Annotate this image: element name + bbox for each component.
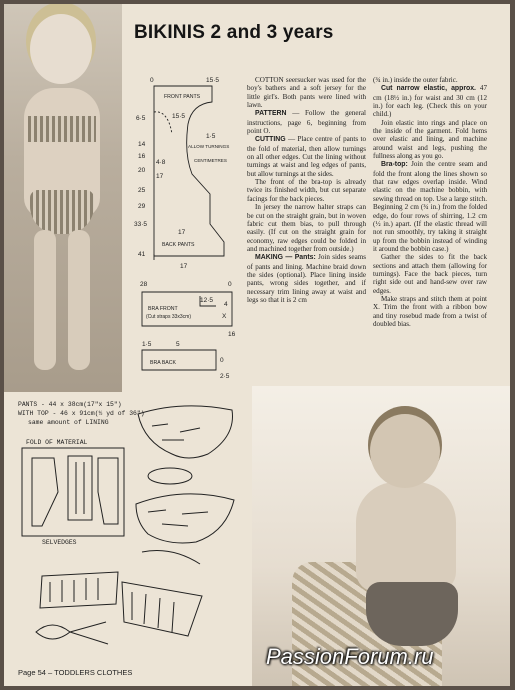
material-line-lining: same amount of LINING: [28, 419, 109, 426]
pattern-mark: 14: [138, 141, 146, 148]
pattern-inner-mark: 17: [156, 173, 164, 180]
pattern-heading: PATTERN: [255, 110, 287, 118]
material-line-pants: PANTS - 44 x 38cm(17"x 15"): [18, 401, 122, 408]
continued-paragraph: (¾ in.) inside the outer fabric.: [373, 76, 458, 84]
watermark: PassionForum.ru: [266, 644, 434, 669]
bra-top-heading: Bra-top:: [381, 161, 408, 169]
bra-back-mark: 2·5: [220, 373, 230, 380]
bra-mark-x: X: [222, 313, 227, 320]
bra-back-label: BRA BACK: [150, 360, 176, 366]
front-pants-label: FRONT PANTS: [164, 94, 201, 100]
bra-mark: 0: [228, 281, 232, 288]
bra-front-paragraph: The front of the bra-top is already twice its finished width, but cut separate facings for the back pieces.: [247, 178, 366, 203]
bra-back-mark: 0: [220, 357, 224, 364]
pattern-inner-mark: 1·5: [206, 133, 216, 140]
bra-mark: 16: [228, 331, 236, 338]
pattern-mark-top-right: 15·5: [206, 77, 220, 84]
pattern-mark: 41: [138, 251, 146, 258]
photo-boy-in-basket: [252, 386, 510, 686]
material-line-top: WITH TOP - 46 x 91cm(½ yd of 36"): [18, 410, 145, 417]
pattern-diagram: [132, 74, 240, 392]
bra-back-mark: 5: [176, 341, 180, 348]
selvedges-label: SELVEDGES: [42, 539, 77, 546]
pattern-bottom-mark: 17: [180, 263, 188, 270]
pattern-mark: 33·5: [134, 221, 148, 228]
front-measure: 15·5: [172, 113, 186, 120]
photo-girl-in-bikini: [4, 4, 122, 392]
bra-mark: 4: [224, 301, 228, 308]
instructions-column-right: (¾ in.) inside the outer fabric. Cut narrow elastic, approx. 47 cm (18½ in.) for waist and 30 cm (12 in.) for each leg. (Check this on your child.) Join elastic into rings and place on the inside of the garment. Fold hems over elastic and lining, and machine around waist and legs, pushing the fullness along as you go. Bra-top: Join the centre seam and fold the front along the lines shown so that raw edges overlap inside. Wind elastic on the machine bobbin, with sewing thread on top. Use a large stitch. Beginning 2 cm (¾ in.) from the folded edge, do four rows of shirring, 1.2 cm (½ in.) apart. (If the elastic thread will not run smoothly, try taking it straight up from the bobbin instead of winding it around the bobbin case.) Gather the sides to fit the back sections and attach them (allowing for turnings). Face the back pieces, turn right side out and hand-sew over raw edges. Make straps and stitch them at point X. Trim the front with a ribbon bow and tiny rosebud made from a twist of doubled bias.: [373, 76, 488, 328]
magazine-page: [4, 4, 510, 686]
elastic-heading: Cut narrow elastic, approx.: [381, 85, 476, 93]
bra-front-note: (Cut straps 33x3cm): [146, 314, 192, 320]
page-footer: Page 54 – TODDLERS CLOTHES: [18, 668, 133, 677]
bra-mark: 28: [140, 281, 148, 288]
fold-label: FOLD OF MATERIAL: [26, 439, 88, 446]
pattern-mark: 16: [138, 153, 146, 160]
bra-back-mark: 1·5: [142, 341, 152, 348]
pattern-mark-top-left: 0: [150, 77, 154, 84]
intro-paragraph: COTTON seersucker was used for the boy's bathers and a soft jersey for the little girl's. Both pants were lined with lawn.: [247, 76, 366, 110]
centimetres-label: CENTIMETRES: [194, 158, 227, 163]
instructions-column-middle: COTTON seersucker was used for the boy's bathers and a soft jersey for the little girl's. Both pants were lined with lawn. PATTERN — Follow the general instructions, page 6, beginning from point O. CUTTING — Place centre of pants to the fold of material, then allow turnings on all other edges. Cut the lining without turnings at waist and leg edges of pants, but allow turnings at the sides. The front of the bra-top is already twice its finished width, but cut separate facings for the back pieces. In jersey the narrow halter straps can be cut on the straight grain, but in woven fabric cut them bias, to pull through easily. (If cut on the straight grain for economy, raw edges could be folded in and machined together from outside.) MAKING — Pants: Join sides seams of pants and lining. Machine braid down the sides (optional). Place lining inside pants, wrong sides together, and if necessary trim lining away at waist and legs so that it is 2 cm: [247, 76, 367, 304]
straps-paragraph: Make straps and stitch them at point X. Trim the front with a ribbon bow and tiny rosebud made from a twist of doubled bias.: [373, 294, 487, 328]
back-pants-label: BACK PANTS: [162, 242, 195, 248]
cutting-layout-illustration: [12, 396, 250, 654]
bra-front-label: BRA FRONT: [148, 306, 178, 312]
pattern-mark: 6·5: [136, 115, 146, 122]
jersey-paragraph: In jersey the narrow halter straps can be cut on the straight grain, but in woven fabric cut them bias, to pull through easily. (If cut on the straight grain for economy, raw edges could be folded in and machined together from outside.): [247, 203, 366, 253]
pattern-mark: 29: [138, 203, 146, 210]
pattern-mark: 20: [138, 167, 146, 174]
pattern-mark: 25: [138, 187, 146, 194]
pattern-inner-mark: 4·8: [156, 159, 166, 166]
pattern-inner-mark: 17: [178, 229, 186, 236]
gather-paragraph: Gather the sides to fit the back sections and attach them (allowing for turnings). Face the back pieces, turn right side out and hand-sew over raw edges.: [373, 253, 487, 295]
cutting-heading: CUTTING: [255, 136, 286, 144]
page-title: BIKINIS 2 and 3 years: [134, 22, 334, 43]
making-heading: MAKING: [255, 254, 283, 262]
bra-mark: 12·5: [200, 297, 214, 304]
allow-turnings-label: ALLOW TURNINGS: [188, 144, 230, 149]
join-elastic-paragraph: Join elastic into rings and place on the inside of the garment. Fold hems over elastic and lining, and machine around waist and legs, pushing the fullness along as you go.: [373, 118, 487, 161]
